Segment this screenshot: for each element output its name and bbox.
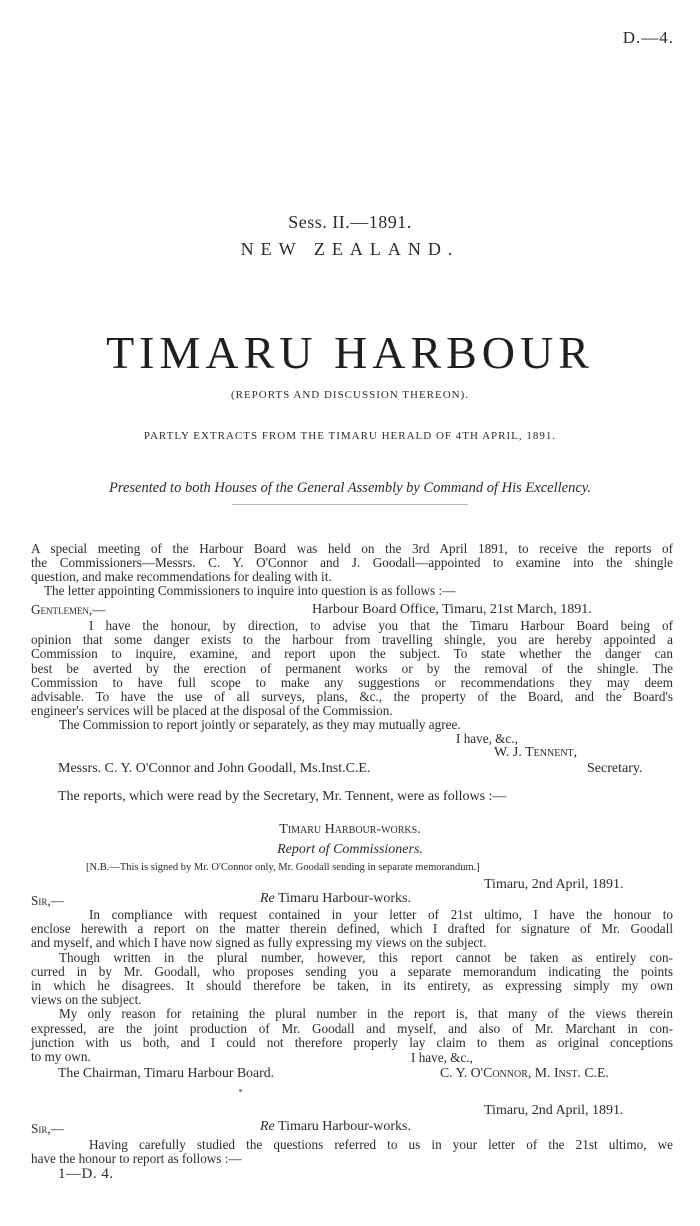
- letter3-line-1: Having carefully studied the questions referred to us in your letter of the 21st ultimo, we: [89, 1137, 673, 1152]
- letter1-line: Commission to have full scope to make any suggestions or recommendations they may deem: [31, 674, 673, 690]
- letter1-line: engineer's services will be placed at the disposal of the Commission.: [31, 703, 393, 719]
- letter2-line: views on the subject.: [31, 992, 142, 1008]
- letter1-body: [31, 619, 673, 733]
- letter2-re-prefix: Re: [260, 891, 275, 906]
- section-note: [N.B.—This is signed by Mr. O'Connor only, Mr. Goodall sending in separate memorandum.]: [86, 862, 480, 873]
- letter2-signature: C. Y. O'Connor, M. Inst. C.E.: [440, 1065, 609, 1080]
- letter2-addressee: The Chairman, Timaru Harbour Board.: [58, 1065, 275, 1080]
- letter1-closing: I have, &c.,: [456, 731, 518, 746]
- ink-mark: [239, 1089, 242, 1092]
- letter2-date: Timaru, 2nd April, 1891.: [484, 877, 624, 892]
- letter3-re-prefix: Re: [260, 1119, 275, 1134]
- letter2-line: and myself, and which I have now signed as fully expressing my views on the subject.: [31, 935, 487, 951]
- intro-line-4: The letter appointing Commissioners to inquire into question is as follows :—: [44, 583, 456, 598]
- letter2-line: junction with us both, and I could not therefore properly lay claim to them as original conceptions: [31, 1034, 673, 1050]
- letter1-last-paragraph: The Commission to report jointly or separately, as they may mutually agree.: [59, 717, 461, 733]
- section-subheading: Report of Commissioners.: [277, 842, 423, 857]
- document-subtitle: (REPORTS AND DISCUSSION THEREON).: [230, 389, 470, 401]
- letter1-line: I have the honour, by direction, to advise you that the Timaru Harbour Board being of: [89, 618, 673, 633]
- letter1-line: opinion that some danger exists to the harbour from travelling shingle, you are hereby appointed a: [31, 632, 673, 648]
- letter3-date: Timaru, 2nd April, 1891.: [484, 1103, 624, 1118]
- letter2-salutation: Sir,—: [31, 893, 64, 908]
- letter2-line: in which he disagrees. It should therefore be taken, in its entirety, as expressing simply my own: [31, 978, 673, 994]
- session-line: Sess. II.—1891.: [288, 212, 412, 232]
- reports-intro: The reports, which were read by the Secretary, Mr. Tennent, were as follows :—: [58, 789, 507, 804]
- letter1-line: Commission to inquire, examine, and report upon the subject. To state whether the danger can: [31, 646, 673, 662]
- intro-line-1: A special meeting of the Harbour Board was held on the 3rd April 1891, to receive the reports of: [31, 541, 673, 556]
- extract-note: PARTLY EXTRACTS FROM THE TIMARU HERALD OF 4TH APRIL, 1891.: [143, 430, 557, 442]
- signature-mark: 1—D. 4.: [58, 1166, 114, 1182]
- letter2-body: [31, 908, 673, 1064]
- letter2-line: Though written in the plural number, however, this report cannot be taken as entirely con-: [59, 949, 673, 965]
- letter1-addressee: Messrs. C. Y. O'Connor and John Goodall, Ms.Inst.C.E.: [58, 761, 371, 776]
- letter2-line: curred in by Mr. Goodall, who proposes sending you a separate memorandum indicating the points: [31, 963, 673, 979]
- country-line: NEW ZEALAND.: [240, 239, 460, 259]
- letter1-signatory-title: Secretary.: [587, 761, 643, 776]
- document-title: TIMARU HARBOUR: [106, 327, 594, 378]
- letter3-line-2: have the honour to report as follows :—: [31, 1151, 242, 1166]
- page-reference: D.—4.: [622, 28, 674, 47]
- letter3-re-subject: Timaru Harbour-works.: [278, 1119, 411, 1134]
- letter2-closing: I have, &c.,: [411, 1050, 473, 1065]
- letter2-line: In compliance with request contained in your letter of 21st ultimo, I have the honour to: [89, 907, 673, 922]
- presented-line: Presented to both Houses of the General Assembly by Command of His Excellency.: [108, 480, 592, 496]
- section-heading: Timaru Harbour-works.: [279, 822, 421, 837]
- letter2-line: My only reason for retaining the plural number in the report is, that many of the views therein: [59, 1006, 673, 1022]
- letter2-line: to my own.: [31, 1049, 91, 1065]
- letter2-line: enclose herewith a report on the matter therein defined, which I drafted for signature of Mr. Goodall: [31, 921, 673, 937]
- letter1-signatory: W. J. Tennent,: [494, 745, 578, 760]
- letter1-line: advisable. To have the use of all surveys, plans, &c., the property of the Board, and the Board's: [31, 689, 673, 705]
- letter2-re-line: [260, 892, 411, 906]
- intro-line-2: the Commissioners—Messrs. C. Y. O'Connor and J. Goodall—appointed to examine into the shingle: [31, 555, 673, 570]
- letter2-line: expressed, are the joint production of Mr. Goodall and myself, and also of Mr. Marchant in con-: [31, 1020, 673, 1036]
- title-rule: [232, 504, 468, 505]
- letter1-place-date: Harbour Board Office, Timaru, 21st March, 1891.: [312, 602, 592, 617]
- letter3-re-line: [260, 1120, 411, 1134]
- intro-line-3: question, and make recommendations for dealing with it.: [31, 569, 332, 584]
- letter1-salutation: Gentlemen,—: [31, 602, 106, 617]
- letter1-line: best be averted by the erection of permanent works or by the removal of the shingle. The: [31, 660, 673, 676]
- letter3-salutation: Sir,—: [31, 1121, 64, 1136]
- letter2-re-subject: Timaru Harbour-works.: [278, 891, 411, 906]
